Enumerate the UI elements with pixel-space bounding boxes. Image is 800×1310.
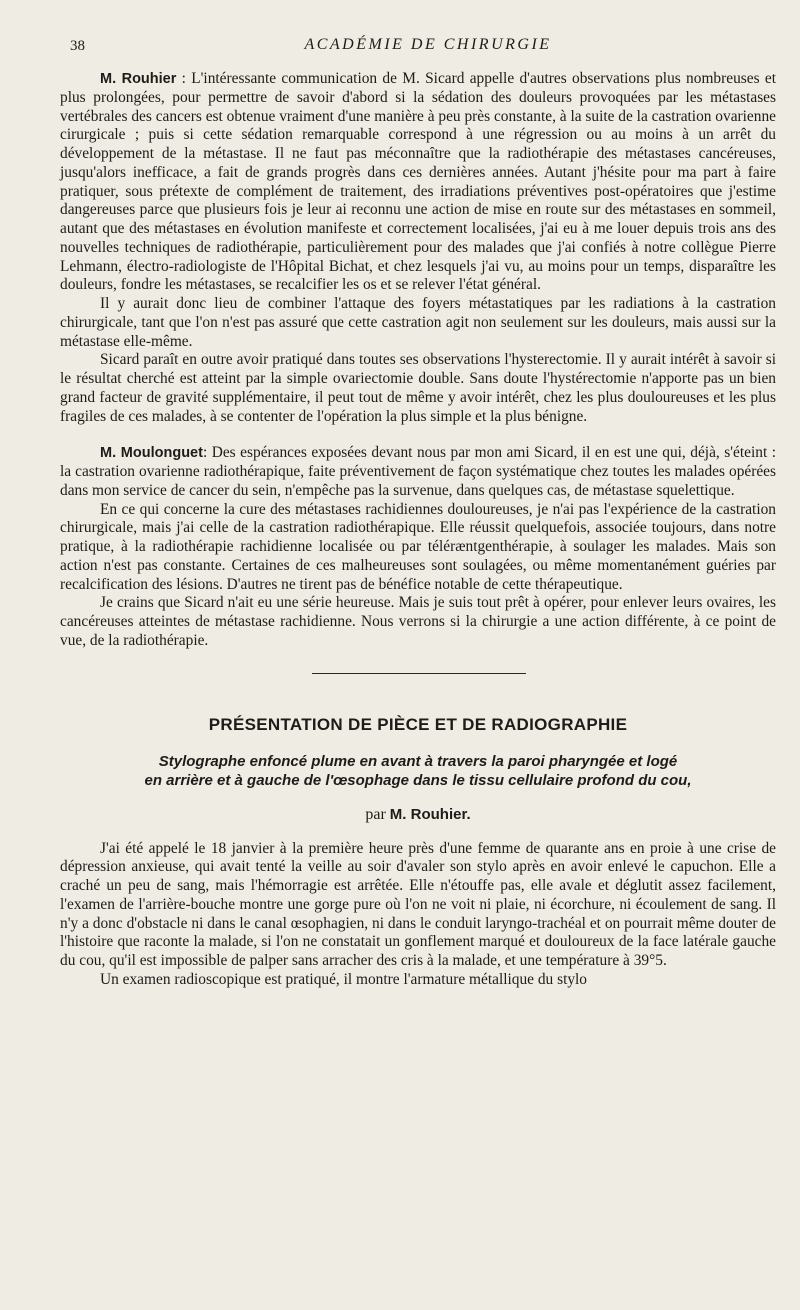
- paragraph: Sicard paraît en outre avoir pratiqué dans toutes ses observations l'hysterectomie. Il y aurait intérêt à savoir si le résultat cherché est atteint par la simple ovariectomie double. Sans doute l'hystérectomie n'apporte pas un bien grand facteur de gravité supplémentaire, il peut tout de même y avoir intérêt, chez les plus douloureuses et les plus fragiles de ces malades, à se contenter de l'opération la plus simple et la plus bénigne.: [60, 351, 776, 425]
- section-divider: [60, 651, 776, 693]
- paragraph: Je crains que Sicard n'ait eu une série heureuse. Mais je suis tout prêt à opérer, pour enlever leurs ovaires, les cancéreuses atteintes de métastase rachidienne. Nous verrons si la chirurgie a une action différente, à ce point de vue, de la radiothérapie.: [60, 594, 776, 649]
- paragraph: Un examen radioscopique est pratiqué, il montre l'armature métallique du stylo: [100, 970, 588, 988]
- article-title-line: en arrière et à gauche de l'œsophage dans le tissu cellulaire profond du cou,: [144, 771, 692, 789]
- paragraph-text: : Des espérances exposées devant nous par mon ami Sicard, il en est une qui, déjà, s'éteint : la castration ovarienne radiothérapique, faite préventivement de façon systématique chez toutes les malades opérées dans mon service de cancer du sein, n'empêche pas la survenue, dans quelques cas, de métastase squelettique.: [60, 444, 777, 499]
- page-number: 38: [70, 38, 85, 54]
- discussion-rouhier: [60, 70, 776, 426]
- byline: [60, 806, 776, 824]
- journal-title: ACADÉMIE DE CHIRURGIE: [304, 36, 552, 53]
- article-title-line: Stylographe enfoncé plume en avant à travers la paroi pharyngée et logé: [158, 752, 678, 770]
- paragraph: J'ai été appelé le 18 janvier à la première heure près d'une femme de quarante ans en proie à une crise de dépression anxieuse, qui avait tenté la veille au soir d'avaler son stylo après en avoir enlevé le capuchon. Elle a craché un peu de sang, mais l'hémorragie est arrêtée. Elle n'étouffe pas, elle avale et déglutit assez facilement, l'examen de l'arrière-bouche montre une gorge pure où l'on ne voit ni plaie, ni écorchure, ni écoulement de sang. Il n'y a donc d'obstacle ni dans le canal œsophagien, ni dans le conduit laryngo-trachéal et on pourrait même douter de l'histoire que raconte la malade, si l'on ne constatait un gonflement marqué et douloureux de la face latérale gauche du cou, qu'il est impossible de palper sans arracher des cris à la malade, et une température à 39°5.: [60, 839, 776, 969]
- byline-author: M. Rouhier.: [389, 805, 471, 823]
- spacer: [60, 426, 776, 444]
- discussion-moulonguet: [60, 444, 776, 650]
- article-body: [60, 840, 776, 990]
- paragraph: En ce qui concerne la cure des métastases rachidiennes douloureuses, je n'ai pas l'expérience de la castration chirurgicale, mais j'ai celle de la castration radiothérapique. Elle réussit quelquefois, associée toujours, dans notre pratique, à la radiothérapie rachidienne localisée ou par téléræntgenthérapie, à soulager les malades. Mais son action n'est pas constante. Certaines de ces malheureuses sont soulagées, ou même momentanément guéries par recalcification des lésions. D'autres ne tirent pas de bénéfice notable de cette thérapeutique.: [60, 500, 776, 593]
- horizontal-rule: [312, 673, 526, 674]
- speaker-name: M. Rouhier: [100, 71, 177, 87]
- paragraph: [60, 444, 776, 500]
- byline-prefix: par: [365, 805, 386, 823]
- section-heading: PRÉSENTATION DE PIÈCE ET DE RADIOGRAPHIE: [208, 714, 628, 734]
- article-title: [60, 752, 776, 790]
- paragraph-text: : L'intéressante communication de M. Sicard appelle d'autres observations plus nombreuses et plus prolongées, pour permettre de savoir d'abord si la sédation des douleurs provoquées par les métastases vertébrales des cancers est obtenue vraiment d'une manière à peu près constante, à la suite de la castration ovarienne cirurgicale ; puis si cette sédation remarquable correspond à une régression ou au moins à un arrêt du développement de la métastase. Il ne faut pas méconnaître que la radiothérapie des métastases cancéreuses, jusqu'alors inefficace, a fait de grands progrès dans ces dernières années. Autant j'hésite pour ma part à faire pratiquer, sous prétexte de complément de traitement, des irradiations préventives post-opératoires que j'estime dangereuses parce que plusieurs fois je leur ai reconnu une action de mise en route sur des métastases en sommeil, autant que des métastases en évolution manifeste et correctement localisées, j'ai eu à me louer depuis trois ans des nouvelles techniques de radiothérapie, particulièrement pour des malades que j'ai confiés à notre collègue Pierre Lehmann, électro-radiologiste de l'Hôpital Bichat, et chez lesquels j'ai vu, au moins pour un temps, disparaître les douleurs, fondre les métastases, se recalcifier les os et se relever l'état général.: [60, 70, 776, 294]
- running-header: [60, 36, 776, 62]
- paragraph: Il y aurait donc lieu de combiner l'attaque des foyers métastatiques par les radiations à la castration chirurgicale, tant que l'on n'est pas assuré que cette castration agit non seulement sur les douleurs, mais aussi sur la métastase elle-même.: [60, 295, 776, 350]
- paragraph: [60, 70, 776, 295]
- speaker-name: M. Moulonguet: [100, 445, 203, 462]
